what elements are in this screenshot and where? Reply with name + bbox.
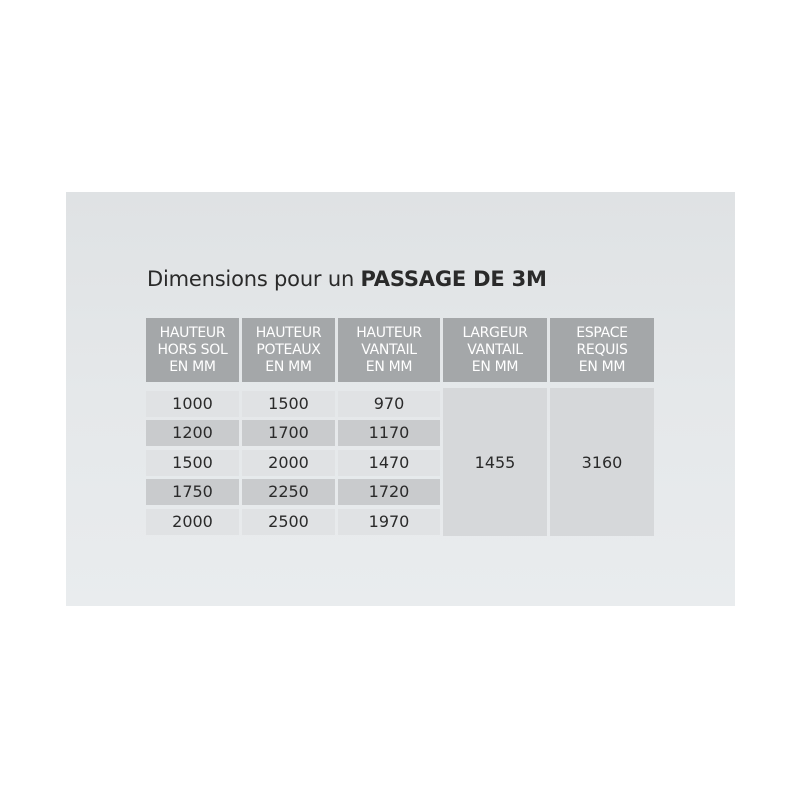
table-cell: 1970 [338, 509, 440, 535]
header-largeur-vantail: LARGEUR VANTAIL EN MM [443, 318, 547, 382]
table-cell: 2250 [242, 479, 335, 505]
espace-requis-value: 3160 [550, 388, 654, 536]
table-cell: 1200 [146, 420, 239, 446]
header-hauteur-poteaux: HAUTEUR POTEAUX EN MM [242, 318, 335, 382]
table-cell: 2500 [242, 509, 335, 535]
header-espace-requis: ESPACE REQUIS EN MM [550, 318, 654, 382]
table-cell: 2000 [146, 509, 239, 535]
table-cell: 1170 [338, 420, 440, 446]
title-normal: Dimensions pour un [147, 267, 361, 291]
table-cell: 970 [338, 391, 440, 417]
table-cell: 1750 [146, 479, 239, 505]
table-cell: 1720 [338, 479, 440, 505]
title-bold: PASSAGE DE 3M [360, 267, 547, 291]
largeur-vantail-value: 1455 [443, 388, 547, 536]
table-cell: 2000 [242, 450, 335, 476]
table-cell: 1700 [242, 420, 335, 446]
page-title [147, 267, 547, 291]
header-hauteur-hors-sol: HAUTEUR HORS SOL EN MM [146, 318, 239, 382]
table-cell: 1000 [146, 391, 239, 417]
table-cell: 1470 [338, 450, 440, 476]
table-cell: 1500 [146, 450, 239, 476]
header-hauteur-vantail: HAUTEUR VANTAIL EN MM [338, 318, 440, 382]
table-cell: 1500 [242, 391, 335, 417]
